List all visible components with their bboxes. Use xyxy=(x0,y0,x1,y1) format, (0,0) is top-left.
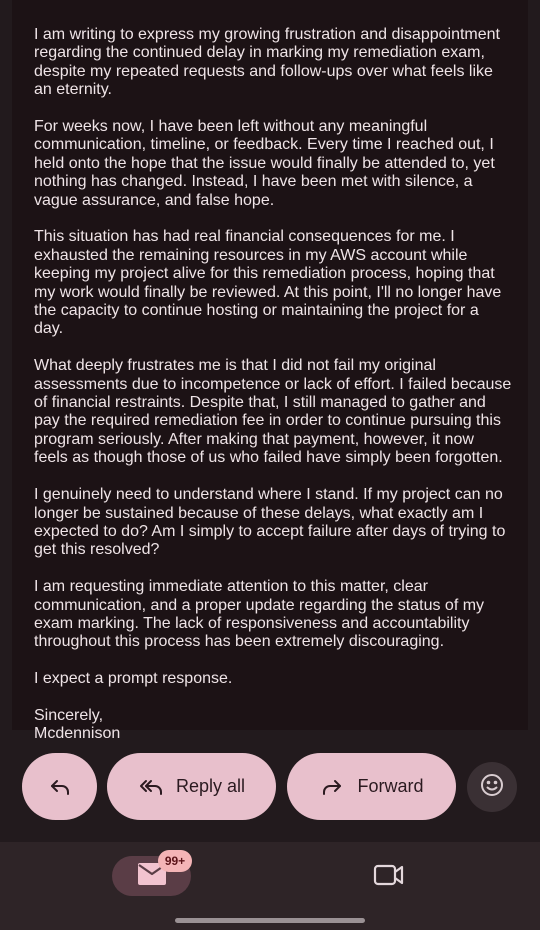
message-action-bar xyxy=(0,753,540,820)
forward-button[interactable] xyxy=(287,753,456,820)
forward-label: Forward xyxy=(357,776,424,796)
email-closing: Sincerely, xyxy=(34,706,104,724)
forward-arrow-icon xyxy=(319,774,345,800)
reply-arrow-icon xyxy=(47,774,73,800)
email-paragraph: I am writing to express my growing frustration and disappointment regarding the continued delay in marking my remediation exam, despite my repeated requests and follow-ups over what feels like an eternity. xyxy=(34,26,500,99)
email-body xyxy=(34,26,512,744)
reply-all-button[interactable] xyxy=(107,753,276,820)
email-paragraph: I expect a prompt response. xyxy=(34,670,233,688)
email-paragraph: This situation has had real financial consequences for me. I exhausted the remaining resources in my AWS account while keeping my project alive for this remediation process, hoping that my work would finally be reviewed. At this point, I'll no longer have the capacity to continue hosting or maintaining the project for a day. xyxy=(34,228,502,338)
smiley-face-icon xyxy=(479,772,505,803)
reply-button[interactable] xyxy=(22,753,97,820)
email-paragraph: I am requesting immediate attention to this matter, clear communication, and a proper update regarding the status of my exam marking. The lack of responsiveness and accountability throughout this process has been extremely discouraging. xyxy=(34,578,485,651)
video-camera-icon xyxy=(373,863,405,892)
email-message-card xyxy=(12,0,528,743)
bottom-navigation xyxy=(0,842,540,930)
reply-all-label: Reply all xyxy=(175,776,246,796)
email-signature: Mcdennison xyxy=(34,725,121,743)
email-paragraph: What deeply frustrates me is that I did not fail my original assessments due to incompetence or lack of effort. I failed because of financial restraints. Despite that, I still managed to gather and pay the required remediation fee in order to continue pursuing this program seriously. After making that payment, however, it now feels as though those of us who failed have simply been forgotten. xyxy=(34,357,512,467)
email-paragraph: For weeks now, I have been left without any meaningful communication, timeline, or feedback. Every time I reached out, I held onto the hope that the issue would finally be attended to, yet nothing has changed. Instead, I have been met with silence, a vague assurance, and false hope. xyxy=(34,118,495,209)
unread-count-badge: 99+ xyxy=(158,850,192,872)
gesture-home-indicator[interactable] xyxy=(175,918,365,923)
email-paragraph: I genuinely need to understand where I stand. If my project can no longer be sustained because of these delays, what exactly am I expected to do? Am I simply to accept failure after days of trying to get this resolved? xyxy=(34,486,506,559)
nav-tab-meet[interactable] xyxy=(372,863,406,891)
reply-all-arrow-icon xyxy=(138,774,164,800)
add-reaction-button[interactable] xyxy=(467,762,517,812)
